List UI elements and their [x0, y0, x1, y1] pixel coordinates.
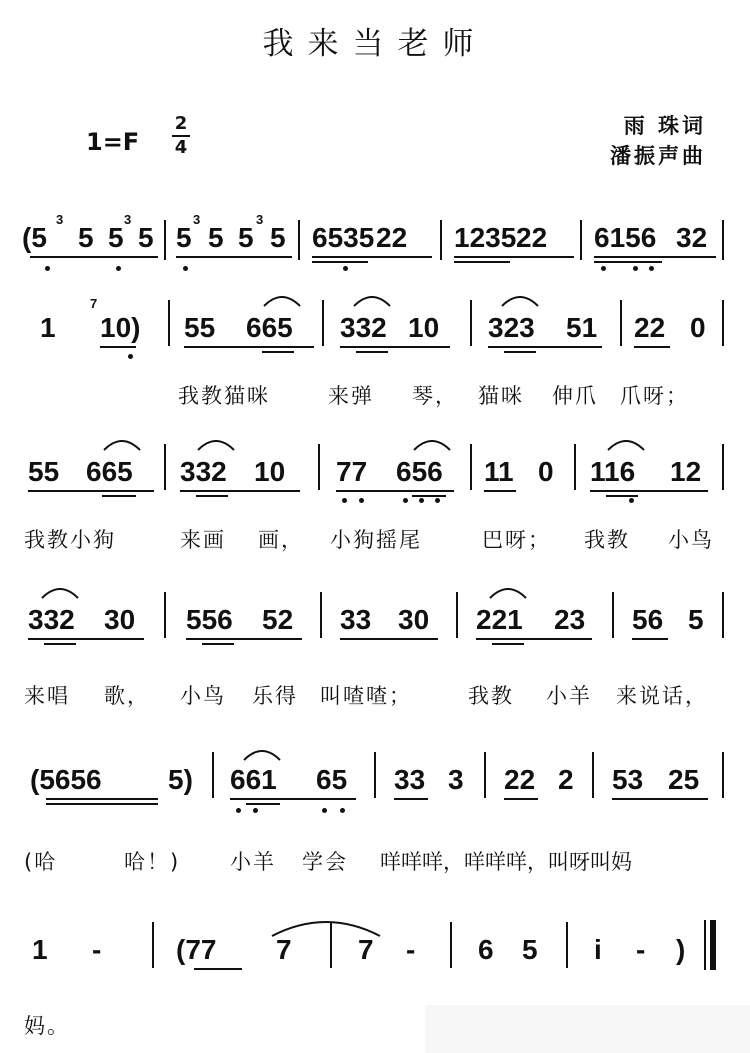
note-group: 22 [504, 764, 536, 795]
slur [606, 436, 646, 452]
bar-line [470, 444, 472, 490]
lyric: 我教 [468, 684, 514, 708]
low-octave-dot [649, 266, 654, 271]
underline [454, 261, 510, 263]
low-octave-dot [435, 498, 440, 503]
note-group: i [594, 934, 602, 965]
bar-line [456, 592, 458, 638]
slur [488, 584, 528, 600]
note-group: 22 [516, 222, 548, 253]
underline [44, 643, 76, 645]
underline [312, 261, 368, 263]
bar-line [566, 922, 568, 968]
underline [246, 803, 280, 805]
bar-line [722, 592, 724, 638]
note-group: 10) [100, 312, 141, 343]
low-octave-dot [359, 498, 364, 503]
low-octave-dot [629, 498, 634, 503]
lyric: 小鸟 [180, 684, 226, 708]
lyric: 叫喳喳； [320, 684, 412, 708]
note-group: 116 [590, 456, 636, 487]
note-group: 1 [40, 312, 56, 343]
underline [634, 346, 670, 348]
note-group: 53 [612, 764, 644, 795]
note-group: 23 [554, 604, 586, 635]
underline [312, 256, 432, 258]
note-group: 665 [246, 312, 293, 343]
bar-line [620, 300, 622, 346]
underline [194, 968, 242, 970]
lyric: 来唱 [24, 684, 70, 708]
low-octave-dot [183, 266, 188, 271]
bar-line [298, 220, 300, 260]
underline [504, 798, 538, 800]
note-group: 55 [28, 456, 60, 487]
low-octave-dot [322, 808, 327, 813]
slur [412, 436, 452, 452]
lyric: 哈！) [124, 850, 181, 874]
slur [242, 746, 282, 762]
underline [230, 798, 356, 800]
low-octave-dot [633, 266, 638, 271]
bar-line [580, 220, 582, 260]
note-group: 55 [184, 312, 216, 343]
underline [336, 490, 454, 492]
tie [268, 914, 384, 938]
slur [196, 436, 236, 452]
grace-note: 3 [124, 212, 132, 227]
underline [476, 638, 592, 640]
underline [340, 346, 450, 348]
note-group: 5 [108, 222, 124, 253]
note-group: 5 [522, 934, 538, 965]
note-group: 33 [394, 764, 426, 795]
underline [262, 351, 294, 353]
note-group: 12 [670, 456, 702, 487]
underline [356, 351, 388, 353]
underline [184, 346, 314, 348]
slur [40, 584, 80, 600]
bar-line [722, 752, 724, 798]
slur [500, 292, 540, 308]
note-group: 665 [86, 456, 133, 487]
note-group: 56 [632, 604, 664, 635]
bar-line [592, 752, 594, 798]
bar-line [152, 922, 154, 968]
lyric: 我教猫咪 [178, 384, 270, 408]
underline [340, 638, 438, 640]
underline [102, 495, 136, 497]
lyric: 画， [258, 528, 304, 552]
lyric: 来弹 [328, 384, 374, 408]
note-group: 7 [276, 934, 292, 965]
underline [612, 798, 708, 800]
lyric: 小鸟 [668, 528, 714, 552]
note-group: 7 [358, 934, 374, 965]
note-group: 5 [78, 222, 94, 253]
underline [394, 798, 428, 800]
low-octave-dot [342, 498, 347, 503]
note-group: 5 [208, 222, 224, 253]
underline [488, 346, 602, 348]
underline [594, 261, 662, 263]
low-octave-dot [419, 498, 424, 503]
note-group: 3 [448, 764, 464, 795]
lyric: 巴呀； [482, 528, 551, 552]
lyric: 咩咩咩，咩咩咩，叫呀叫妈 [380, 850, 632, 874]
note-group: 30 [398, 604, 430, 635]
underline [492, 643, 524, 645]
bar-line [722, 300, 724, 346]
low-octave-dot [116, 266, 121, 271]
low-octave-dot [601, 266, 606, 271]
note-group: (5 [22, 222, 47, 253]
note-group: 5 [270, 222, 286, 253]
note-group: 30 [104, 604, 136, 635]
low-octave-dot [253, 808, 258, 813]
final-bar-line-thick [710, 920, 716, 970]
bar-line [450, 922, 452, 968]
note-group: 5 [176, 222, 192, 253]
bar-line [318, 444, 320, 490]
note-group: 65 [316, 764, 348, 795]
underline [590, 490, 708, 492]
grace-note: 3 [56, 212, 64, 227]
note-group: 332 [180, 456, 227, 487]
underline [196, 495, 228, 497]
grace-note: 7 [90, 296, 98, 311]
lyric: 小羊 [230, 850, 276, 874]
note-group: - [406, 934, 416, 965]
note-group: 25 [668, 764, 700, 795]
time-signature-lower: 4 [174, 137, 188, 158]
note-group: 0 [538, 456, 554, 487]
note-group: 1 [32, 934, 48, 965]
underline [28, 490, 154, 492]
lyric: 我教 [584, 528, 630, 552]
lyric: (哈 [24, 850, 58, 874]
slur [352, 292, 392, 308]
note-group: 22 [634, 312, 666, 343]
note-group: 6 [478, 934, 494, 965]
bar-line [722, 220, 724, 260]
lyric: 琴， [412, 384, 458, 408]
note-group: 51 [566, 312, 598, 343]
composer-credit: 潘振声曲 [610, 143, 706, 168]
note-group: ) [676, 934, 686, 965]
bar-line [168, 300, 170, 346]
bar-line [374, 752, 376, 798]
low-octave-dot [236, 808, 241, 813]
note-group: 332 [340, 312, 387, 343]
note-group: 77 [336, 456, 368, 487]
lyric: 妈。 [24, 1014, 70, 1038]
lyric: 猫咪 [478, 384, 524, 408]
note-group: (5656 [30, 764, 102, 795]
bar-line [164, 220, 166, 260]
note-group: 221 [476, 604, 523, 635]
note-group: - [92, 934, 102, 965]
underline [46, 803, 158, 805]
grace-note: 3 [256, 212, 264, 227]
underline [632, 638, 668, 640]
bar-line [574, 444, 576, 490]
underline [46, 798, 158, 800]
song-title: 我来当老师 [262, 26, 488, 62]
underline [484, 490, 516, 492]
underline [176, 256, 292, 258]
note-group: 10 [408, 312, 440, 343]
bar-line [320, 592, 322, 638]
underline [30, 256, 158, 258]
lyric: 歌， [104, 684, 150, 708]
note-group: 323 [488, 312, 535, 343]
underline [180, 490, 300, 492]
note-group: 5 [688, 604, 704, 635]
lyric: 伸爪 [552, 384, 598, 408]
underline [202, 643, 234, 645]
note-group: 656 [396, 456, 443, 487]
low-octave-dot [128, 354, 133, 359]
note-group: 661 [230, 764, 277, 795]
time-signature-upper: 2 [174, 113, 188, 134]
lyric: 来说话， [616, 684, 708, 708]
low-octave-dot [45, 266, 50, 271]
lyric: 学会 [302, 850, 348, 874]
bar-line [470, 300, 472, 346]
note-group: 10 [254, 456, 286, 487]
time-signature [172, 114, 190, 158]
bar-line [440, 220, 442, 260]
underline [504, 351, 536, 353]
bar-line [722, 444, 724, 490]
underline [100, 346, 136, 348]
underline [412, 495, 446, 497]
note-group: 0 [690, 312, 706, 343]
note-group: 22 [376, 222, 408, 253]
underline [186, 638, 302, 640]
note-group: 5 [138, 222, 154, 253]
note-group: 6156 [594, 222, 657, 253]
underline [606, 495, 638, 497]
note-group: 556 [186, 604, 233, 635]
grace-note: 3 [193, 212, 201, 227]
low-octave-dot [343, 266, 348, 271]
note-group: 332 [28, 604, 75, 635]
corner-watermark-area [425, 1005, 750, 1053]
note-group: 32 [676, 222, 708, 253]
note-group: 5 [238, 222, 254, 253]
lyric: 来画 [180, 528, 226, 552]
note-group: (77 [176, 934, 217, 965]
lyricist-credit: 雨 珠词 [623, 113, 706, 138]
note-group: 1235 [454, 222, 517, 253]
low-octave-dot [403, 498, 408, 503]
low-octave-dot [340, 808, 345, 813]
note-group: - [636, 934, 646, 965]
underline [28, 638, 144, 640]
note-group: 33 [340, 604, 372, 635]
note-group: 5) [168, 764, 193, 795]
lyric: 小狗摇尾 [330, 528, 422, 552]
lyric: 我教小狗 [24, 528, 116, 552]
final-bar-line-thin [704, 920, 706, 970]
key-signature: 1=F [86, 128, 140, 156]
slur [262, 292, 302, 308]
lyric: 爪呀； [620, 384, 689, 408]
note-group: 52 [262, 604, 294, 635]
note-group: 6535 [312, 222, 375, 253]
bar-line [164, 592, 166, 638]
bar-line [612, 592, 614, 638]
underline [594, 256, 716, 258]
bar-line [322, 300, 324, 346]
lyric: 乐得 [252, 684, 298, 708]
bar-line [484, 752, 486, 798]
bar-line [164, 444, 166, 490]
underline [454, 256, 574, 258]
note-group: 2 [558, 764, 574, 795]
lyric: 小羊 [546, 684, 592, 708]
bar-line [212, 752, 214, 798]
note-group: 11 [484, 456, 514, 487]
slur [102, 436, 142, 452]
